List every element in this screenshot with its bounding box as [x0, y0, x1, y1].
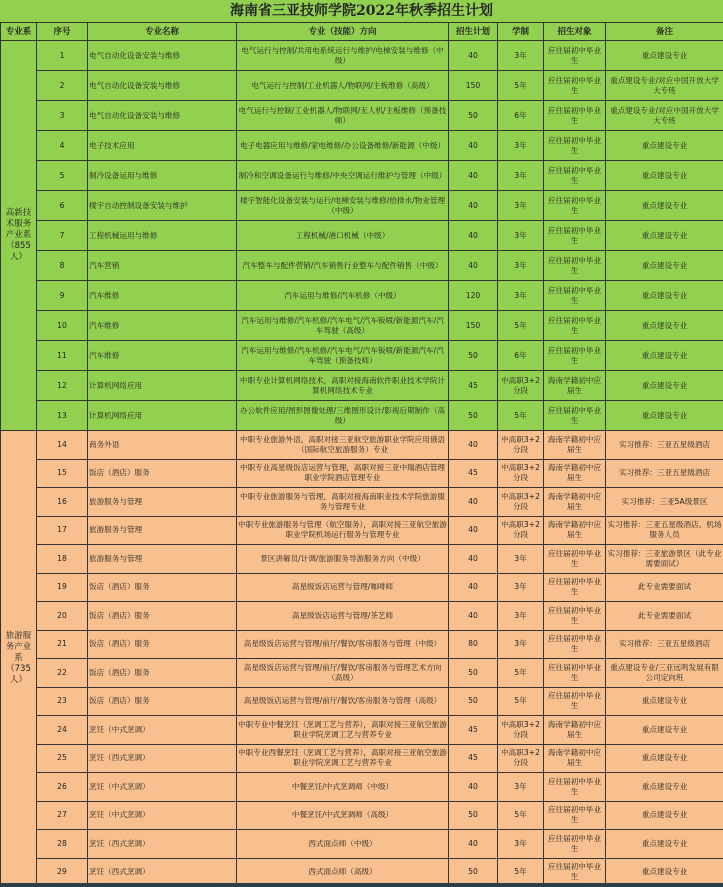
plan-cell: 150	[449, 71, 498, 101]
major-cell: 烹饪（中式烹调）	[88, 716, 237, 745]
major-cell: 饭店（酒店）服务	[88, 459, 237, 488]
target-cell: 应往届初中毕业生	[544, 71, 606, 101]
table-row	[1, 773, 723, 802]
table-row	[1, 131, 723, 161]
seq-cell: 27	[37, 801, 88, 830]
major-cell: 计算机网络应用	[88, 371, 237, 401]
major-cell: 烹饪（中式烹调）	[88, 801, 237, 830]
note-cell: 实习推荐：三亚5A级景区	[606, 488, 723, 517]
target-cell: 应往届初中毕业生	[544, 659, 606, 688]
duration-cell: 5年	[498, 659, 544, 688]
major-cell: 电气自动化设备安装与维修	[88, 71, 237, 101]
note-cell: 重点建设专业	[606, 221, 723, 251]
note-cell: 重点建设专业	[606, 281, 723, 311]
plan-cell: 50	[449, 801, 498, 830]
major-cell: 汽车维修	[88, 281, 237, 311]
note-cell: 重点建设专业	[606, 744, 723, 773]
seq-cell: 9	[37, 281, 88, 311]
major-cell: 制冷设备运用与维修	[88, 161, 237, 191]
plan-cell: 40	[449, 573, 498, 602]
duration-cell: 3年	[498, 221, 544, 251]
note-cell: 实习推荐：三亚五星级酒店、机场服务人员	[606, 516, 723, 545]
header-plan: 招生计划	[449, 23, 498, 41]
table-row	[1, 716, 723, 745]
seq-cell: 24	[37, 716, 88, 745]
plan-cell: 40	[449, 431, 498, 460]
header-target: 招生对象	[544, 23, 606, 41]
major-cell: 烹饪（中式烹调）	[88, 773, 237, 802]
target-cell: 应往届初中毕业生	[544, 341, 606, 371]
note-cell: 重点建设专业	[606, 801, 723, 830]
seq-cell: 29	[37, 858, 88, 887]
note-cell: 重点建设专业	[606, 251, 723, 281]
duration-cell: 中高职3+2分段	[498, 371, 544, 401]
plan-cell: 40	[449, 221, 498, 251]
major-cell: 汽车营销	[88, 251, 237, 281]
table-row	[1, 545, 723, 574]
plan-cell: 40	[449, 602, 498, 631]
table-row	[1, 830, 723, 859]
seq-cell: 17	[37, 516, 88, 545]
plan-cell: 40	[449, 131, 498, 161]
plan-cell: 40	[449, 488, 498, 517]
note-cell: 重点建设专业	[606, 401, 723, 431]
table-row	[1, 251, 723, 281]
note-cell: 重点建设专业	[606, 341, 723, 371]
header-row	[1, 23, 723, 41]
target-cell: 应往届初中毕业生	[544, 161, 606, 191]
plan-cell: 120	[449, 281, 498, 311]
duration-cell: 5年	[498, 687, 544, 716]
table-row	[1, 687, 723, 716]
direction-cell: 电气运行与控制/共用电系统运行与维护/电梯安装与维修（中级）	[237, 41, 449, 71]
target-cell: 应往届初中毕业生	[544, 221, 606, 251]
note-cell: 重点建设专业	[606, 161, 723, 191]
direction-cell: 制冷和空调设备运行与维修/中央空调运行维护与管理（中级）	[237, 161, 449, 191]
table-row	[1, 401, 723, 431]
duration-cell: 3年	[498, 41, 544, 71]
direction-cell: 中餐烹饪/中式烹调师（高级）	[237, 801, 449, 830]
major-cell: 电子技术应用	[88, 131, 237, 161]
direction-cell: 高星级饭店运营与管理/前厅/餐饮/客房服务与管理（高级）	[237, 687, 449, 716]
major-cell: 饭店（酒店）服务	[88, 659, 237, 688]
target-cell: 应往届初中毕业生	[544, 101, 606, 131]
target-cell: 海南学籍初中应届生	[544, 744, 606, 773]
duration-cell: 5年	[498, 401, 544, 431]
duration-cell: 3年	[498, 191, 544, 221]
duration-cell: 中高职3+2分段	[498, 459, 544, 488]
table-row	[1, 459, 723, 488]
table-row	[1, 488, 723, 517]
note-cell: 实习推荐：三亚旅游景区（此专业需要面试）	[606, 545, 723, 574]
major-cell: 汽车维修	[88, 341, 237, 371]
header-duration: 学制	[498, 23, 544, 41]
plan-cell: 50	[449, 858, 498, 887]
plan-cell: 50	[449, 401, 498, 431]
major-cell: 旅游服务与管理	[88, 545, 237, 574]
target-cell: 海南学籍初中应届生	[544, 371, 606, 401]
duration-cell: 3年	[498, 251, 544, 281]
target-cell: 海南学籍初中应届生	[544, 716, 606, 745]
seq-cell: 8	[37, 251, 88, 281]
duration-cell: 3年	[498, 573, 544, 602]
duration-cell: 中高职3+2分段	[498, 488, 544, 517]
major-cell: 烹饪（西式烹调）	[88, 858, 237, 887]
direction-cell: 汽车运用与维修/汽车机修/汽车电气/汽车钣喷/新能源汽车/汽车驾驶（预备技师）	[237, 341, 449, 371]
target-cell: 应往届初中毕业生	[544, 131, 606, 161]
seq-cell: 2	[37, 71, 88, 101]
target-cell: 应往届初中毕业生	[544, 801, 606, 830]
target-cell: 应往届初中毕业生	[544, 401, 606, 431]
duration-cell: 3年	[498, 545, 544, 574]
plan-cell: 40	[449, 41, 498, 71]
seq-cell: 7	[37, 221, 88, 251]
direction-cell: 高星级饭店运营与管理/前厅/餐饮/客房服务与管理艺术方向（高级）	[237, 659, 449, 688]
target-cell: 应往届初中毕业生	[544, 545, 606, 574]
direction-cell: 中职专业高星级饭店运营与管理，高职对接三亚中瑞酒店管理职业学院酒店管理专业	[237, 459, 449, 488]
target-cell: 应往届初中毕业生	[544, 41, 606, 71]
header-direction: 专业（技能）方向	[237, 23, 449, 41]
plan-cell: 40	[449, 773, 498, 802]
direction-cell: 中职专业旅游外语，高职对接三亚航空旅游职业学院应用俄语（国际航空旅游服务）专业	[237, 431, 449, 460]
duration-cell: 3年	[498, 830, 544, 859]
seq-cell: 16	[37, 488, 88, 517]
table-row	[1, 744, 723, 773]
table-row	[1, 221, 723, 251]
duration-cell: 5年	[498, 311, 544, 341]
plan-cell: 50	[449, 341, 498, 371]
plan-cell: 150	[449, 311, 498, 341]
seq-cell: 10	[37, 311, 88, 341]
seq-cell: 19	[37, 573, 88, 602]
note-cell: 实习推荐：三亚五星级酒店	[606, 459, 723, 488]
direction-cell: 电子电器应用与维修/家电维修/办公设备维修/新能源（中级）	[237, 131, 449, 161]
seq-cell: 18	[37, 545, 88, 574]
duration-cell: 3年	[498, 602, 544, 631]
seq-cell: 13	[37, 401, 88, 431]
duration-cell: 5年	[498, 71, 544, 101]
direction-cell: 汽车整车与配件营销/汽车销售行业整车与配件销售（中级）	[237, 251, 449, 281]
direction-cell: 楼宇智能化设备安装与运行/电梯安装与维修/给排水/物业管理（中级）	[237, 191, 449, 221]
major-cell: 楼宇自动控制设备安装与维护	[88, 191, 237, 221]
plan-cell: 45	[449, 459, 498, 488]
duration-cell: 3年	[498, 131, 544, 161]
major-cell: 饭店（酒店）服务	[88, 573, 237, 602]
seq-cell: 5	[37, 161, 88, 191]
target-cell: 海南学籍初中应届生	[544, 459, 606, 488]
major-cell: 电气自动化设备安装与维修	[88, 41, 237, 71]
plan-cell: 40	[449, 516, 498, 545]
plan-cell: 40	[449, 830, 498, 859]
seq-cell: 25	[37, 744, 88, 773]
direction-cell: 景区讲解员/计调/旅游服务导游服务方向（中级）	[237, 545, 449, 574]
target-cell: 应往届初中毕业生	[544, 191, 606, 221]
table-row	[1, 431, 723, 460]
note-cell: 此专业需要面试	[606, 602, 723, 631]
direction-cell: 汽车运用与维修/汽车机修（中级）	[237, 281, 449, 311]
duration-cell: 中高职3+2分段	[498, 431, 544, 460]
direction-cell: 中职专业计算机网络技术，高职对接海南软件职业技术学院计算机网络技术专业	[237, 371, 449, 401]
header-major: 专业名称	[88, 23, 237, 41]
table-row	[1, 341, 723, 371]
table-row	[1, 311, 723, 341]
plan-cell: 40	[449, 161, 498, 191]
header-seq: 序号	[37, 23, 88, 41]
seq-cell: 6	[37, 191, 88, 221]
direction-cell: 办公软件应用/图形图像处理/三维图形设计/影视后期制作（高级）	[237, 401, 449, 431]
note-cell: 重点建设专业/三亚远鸣发展有限公司定向班	[606, 659, 723, 688]
plan-cell: 50	[449, 659, 498, 688]
enrollment-plan-table	[0, 22, 723, 887]
page-title: 海南省三亚技师学院2022年秋季招生计划	[0, 0, 723, 22]
target-cell: 应往届初中毕业生	[544, 687, 606, 716]
direction-cell: 西式面点师（高级）	[237, 858, 449, 887]
plan-cell: 40	[449, 545, 498, 574]
table-row	[1, 630, 723, 659]
table-row	[1, 516, 723, 545]
direction-cell: 中职专业西餐烹饪（烹调工艺与营养），高职对接三亚航空旅游职业学院烹调工艺与营养专业	[237, 744, 449, 773]
note-cell: 重点建设专业/对应中国开放大学大专班	[606, 101, 723, 131]
direction-cell: 中职专业旅游服务与管理，高职对接海南职业技术学院旅游服务与管理专业	[237, 488, 449, 517]
duration-cell: 中高职3+2分段	[498, 744, 544, 773]
plan-cell: 40	[449, 251, 498, 281]
seq-cell: 21	[37, 630, 88, 659]
table-row	[1, 161, 723, 191]
duration-cell: 中高职3+2分段	[498, 716, 544, 745]
major-cell: 计算机网络应用	[88, 401, 237, 431]
seq-cell: 11	[37, 341, 88, 371]
major-cell: 旅游服务与管理	[88, 516, 237, 545]
major-cell: 烹饪（西式烹调）	[88, 744, 237, 773]
note-cell: 重点建设专业	[606, 830, 723, 859]
duration-cell: 3年	[498, 773, 544, 802]
note-cell: 重点建设专业	[606, 716, 723, 745]
seq-cell: 28	[37, 830, 88, 859]
plan-cell: 40	[449, 191, 498, 221]
duration-cell: 3年	[498, 281, 544, 311]
duration-cell: 3年	[498, 630, 544, 659]
plan-cell: 50	[449, 687, 498, 716]
duration-cell: 5年	[498, 858, 544, 887]
direction-cell: 中职专业中餐烹饪（烹调工艺与营养），高职对接三亚航空旅游职业学院烹调工艺与营养专业	[237, 716, 449, 745]
plan-cell: 45	[449, 744, 498, 773]
seq-cell: 20	[37, 602, 88, 631]
table-row	[1, 659, 723, 688]
table-row	[1, 602, 723, 631]
target-cell: 应往届初中毕业生	[544, 630, 606, 659]
target-cell: 应往届初中毕业生	[544, 858, 606, 887]
table-row	[1, 101, 723, 131]
duration-cell: 中高职3+2分段	[498, 516, 544, 545]
direction-cell: 电气运行与控制/工业机器人/物联网/主板维修（高级）	[237, 71, 449, 101]
plan-cell: 45	[449, 716, 498, 745]
major-cell: 饭店（酒店）服务	[88, 630, 237, 659]
target-cell: 应往届初中毕业生	[544, 830, 606, 859]
major-cell: 烹饪（西式烹调）	[88, 830, 237, 859]
major-cell: 旅游服务与管理	[88, 488, 237, 517]
target-cell: 应往届初中毕业生	[544, 773, 606, 802]
target-cell: 海南学籍初中应届生	[544, 516, 606, 545]
note-cell: 实习推荐：三亚五星级酒店	[606, 431, 723, 460]
seq-cell: 14	[37, 431, 88, 460]
target-cell: 海南学籍初中应届生	[544, 431, 606, 460]
seq-cell: 22	[37, 659, 88, 688]
duration-cell: 6年	[498, 101, 544, 131]
department-cell: 旅游服务产业系（735人）	[1, 431, 37, 887]
major-cell: 饭店（酒店）服务	[88, 687, 237, 716]
seq-cell: 15	[37, 459, 88, 488]
table-row	[1, 371, 723, 401]
direction-cell: 高星级饭店运营与管理/茶艺师	[237, 602, 449, 631]
direction-cell: 高星级饭店运营与管理/前厅/餐饮/客房服务与管理（中级）	[237, 630, 449, 659]
table-row	[1, 573, 723, 602]
note-cell: 重点建设专业	[606, 131, 723, 161]
target-cell: 应往届初中毕业生	[544, 573, 606, 602]
duration-cell: 3年	[498, 161, 544, 191]
table-row	[1, 281, 723, 311]
note-cell: 重点建设专业/对应中国开放大学大专班	[606, 71, 723, 101]
note-cell: 重点建设专业	[606, 773, 723, 802]
direction-cell: 高星级饭店运营与管理/咖啡师	[237, 573, 449, 602]
major-cell: 汽车维修	[88, 311, 237, 341]
seq-cell: 3	[37, 101, 88, 131]
note-cell: 重点建设专业	[606, 311, 723, 341]
direction-cell: 汽车运用与维修/汽车机修/汽车电气/汽车钣喷/新能源汽车/汽车驾驶（高级）	[237, 311, 449, 341]
direction-cell: 西式面点师（中级）	[237, 830, 449, 859]
target-cell: 应往届初中毕业生	[544, 602, 606, 631]
direction-cell: 工程机械/港口机械（中级）	[237, 221, 449, 251]
header-department: 专业系	[1, 23, 37, 41]
seq-cell: 12	[37, 371, 88, 401]
table-row	[1, 801, 723, 830]
note-cell: 重点建设专业	[606, 41, 723, 71]
major-cell: 商务外语	[88, 431, 237, 460]
seq-cell: 23	[37, 687, 88, 716]
direction-cell: 电气运行与控制/工业机器人/物联网/无人机/主板维修（预备技师）	[237, 101, 449, 131]
major-cell: 饭店（酒店）服务	[88, 602, 237, 631]
direction-cell: 中餐烹饪/中式烹调师（中级）	[237, 773, 449, 802]
bottom-bar	[0, 883, 723, 887]
note-cell: 重点建设专业	[606, 191, 723, 221]
table-row	[1, 71, 723, 101]
target-cell: 应往届初中毕业生	[544, 251, 606, 281]
direction-cell: 中职专业旅游服务与管理（航空服务），高职对接三亚航空旅游职业学院机场运行服务与管理专业	[237, 516, 449, 545]
plan-cell: 45	[449, 371, 498, 401]
table-row	[1, 41, 723, 71]
major-cell: 工程机械运用与维修	[88, 221, 237, 251]
note-cell: 重点建设专业	[606, 687, 723, 716]
note-cell: 重点建设专业	[606, 371, 723, 401]
seq-cell: 4	[37, 131, 88, 161]
duration-cell: 6年	[498, 341, 544, 371]
department-cell: 高新技术服务产业系（855人）	[1, 41, 37, 431]
header-note: 备注	[606, 23, 723, 41]
duration-cell: 5年	[498, 801, 544, 830]
plan-cell: 80	[449, 630, 498, 659]
target-cell: 应往届初中毕业生	[544, 281, 606, 311]
plan-cell: 50	[449, 101, 498, 131]
seq-cell: 26	[37, 773, 88, 802]
major-cell: 电气自动化设备安装与维修	[88, 101, 237, 131]
note-cell: 此专业需要面试	[606, 573, 723, 602]
note-cell: 实习推荐：三亚五星级酒店	[606, 630, 723, 659]
table-row	[1, 191, 723, 221]
target-cell: 海南学籍初中应届生	[544, 488, 606, 517]
target-cell: 应往届初中毕业生	[544, 311, 606, 341]
note-cell: 重点建设专业	[606, 858, 723, 887]
seq-cell: 1	[37, 41, 88, 71]
